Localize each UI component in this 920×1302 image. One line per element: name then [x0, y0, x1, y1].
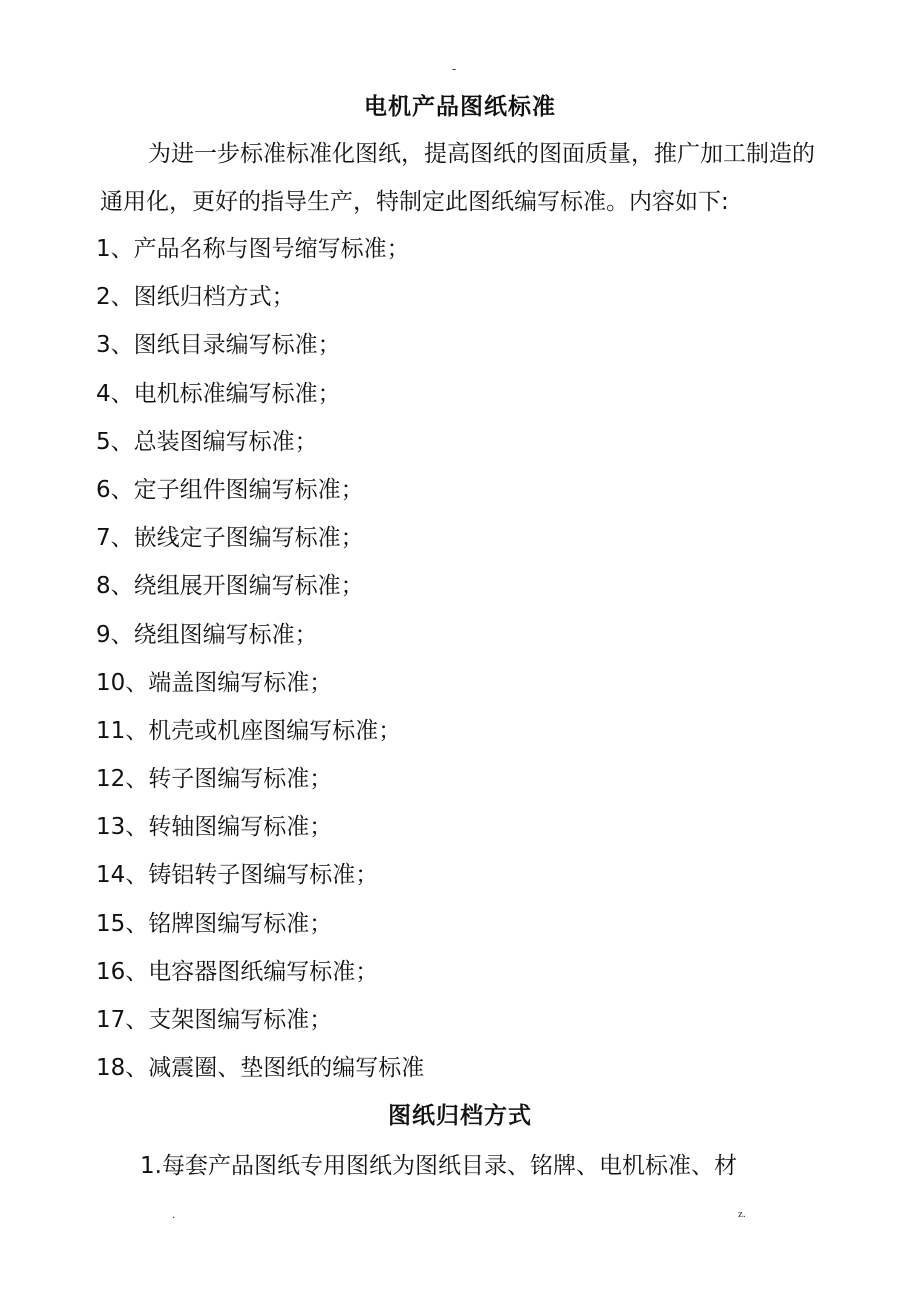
list-item: 9、绕组图编写标准；	[96, 621, 318, 648]
list-item: 6、定子组件图编写标准；	[96, 476, 364, 503]
page-title: 电机产品图纸标准	[364, 94, 556, 120]
list-item: 12、转子图编写标准；	[96, 766, 333, 793]
list-item: 7、嵌线定子图编写标准；	[96, 525, 364, 552]
list-item: 16、电容器图纸编写标准；	[96, 958, 379, 985]
footer-right-mark: z.	[738, 1208, 746, 1220]
list-item: 4、电机标准编写标准；	[96, 380, 341, 407]
list-item: 15、铭牌图编写标准；	[96, 910, 333, 937]
list-item: 3、图纸目录编写标准；	[96, 332, 341, 359]
header-mark: -	[452, 62, 457, 76]
list-item: 10、端盖图编写标准；	[96, 669, 333, 696]
intro-paragraph	[100, 130, 830, 226]
list-item: 13、转轴图编写标准；	[96, 814, 333, 841]
footer-left-mark: .	[172, 1208, 176, 1221]
list-item: 18、减震圈、垫图纸的编写标准	[96, 1055, 425, 1082]
section-title: 图纸归档方式	[388, 1103, 532, 1129]
list-item: 14、铸铝转子图编写标准；	[96, 862, 379, 889]
standards-list	[96, 225, 424, 1092]
list-item: 1、产品名称与图号缩写标准；	[96, 236, 410, 262]
list-item: 11、机壳或机座图编写标准；	[96, 717, 402, 744]
list-item: 2、图纸归档方式；	[96, 284, 295, 311]
intro-text: 为进一步标准标准化图纸，提高图纸的图面质量，推广加工制造的通用化，更好的指导生产，特制定此图纸编写标准。内容如下:	[100, 141, 815, 215]
list-item: 5、总装图编写标准；	[96, 428, 318, 455]
list-item: 8、绕组展开图编写标准；	[96, 573, 364, 600]
list-item: 17、支架图编写标准；	[96, 1007, 333, 1033]
section-paragraph: 1.每套产品图纸专用图纸为图纸目录、铭牌、电机标准、材	[140, 1153, 737, 1179]
